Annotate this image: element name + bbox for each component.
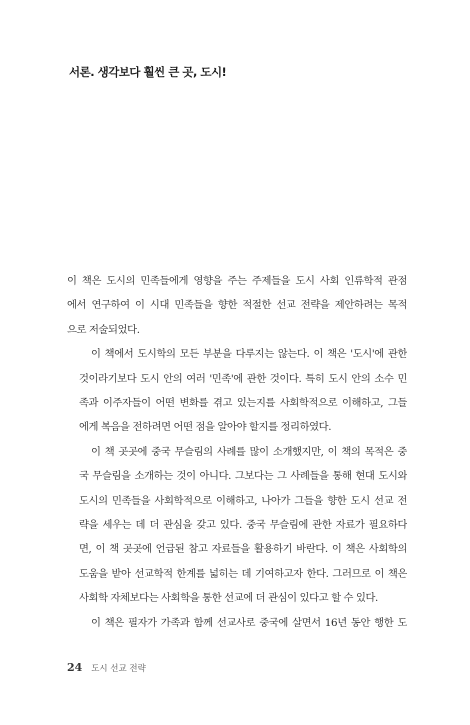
running-title: 도시 선교 전략 [91, 664, 146, 674]
text-line: 이 책에서 도시학의 모든 부분을 다루지는 않는다. 이 책은 '도시'에 관한 [91, 348, 407, 361]
text-line: 면, 이 책 곳곳에 언급된 참고 자료들을 활용하기 바란다. 이 책은 사회학의 [79, 543, 407, 556]
paragraph [67, 611, 407, 635]
text-line: 으로 저술되었다. [67, 323, 140, 336]
section-title: 서론. 생각보다 훨씬 큰 곳, 도시! [69, 65, 227, 79]
text-line: 에서 연구하여 이 시대 민족들을 향한 적절한 선교 전략을 제안하려는 목적 [67, 299, 407, 312]
text-line: 략을 세우는 데 더 관심을 갖고 있다. 중국 무슬림에 관한 자료가 필요하다 [79, 519, 407, 532]
text-line: 것이라기보다 도시 안의 여러 '민족'에 관한 것이다. 특히 도시 안의 소수 민 [79, 372, 407, 385]
text-line: 이 책 곳곳에 중국 무슬림의 사례를 많이 소개했지만, 이 책의 목적은 중 [91, 445, 407, 458]
body-text [67, 269, 407, 635]
text-line: 족과 이주자들이 어떤 변화를 겪고 있는지를 사회학적으로 이해하고, 그들 [79, 397, 407, 410]
text-line: 사회학 자체보다는 사회학을 통한 선교에 더 관심이 있다고 할 수 있다. [79, 592, 378, 605]
text-line: 이 책은 도시의 민족들에게 영향을 주는 주제들을 도시 사회 인류학적 관점 [67, 275, 407, 287]
page-number: 24 [67, 661, 83, 674]
paragraph [67, 440, 407, 611]
paragraph [67, 269, 407, 342]
text-line: 이 책은 필자가 가족과 함께 선교사로 중국에 살면서 16년 동안 행한 도 [91, 616, 407, 629]
text-line: 도움을 받아 선교학적 한계를 넓히는 데 기여하고자 한다. 그러므로 이 책은 [79, 567, 407, 580]
page-footer [67, 661, 146, 674]
paragraph [67, 342, 407, 440]
text-line: 에게 복음을 전하려면 어떤 점을 알아야 할지를 정리하였다. [79, 421, 332, 434]
text-line: 국 무슬림을 소개하는 것이 아니다. 그보다는 그 사례들을 통해 현대 도시와 [79, 470, 407, 483]
text-line: 도시의 민족들을 사회학적으로 이해하고, 나아가 그들을 향한 도시 선교 전 [79, 494, 407, 507]
